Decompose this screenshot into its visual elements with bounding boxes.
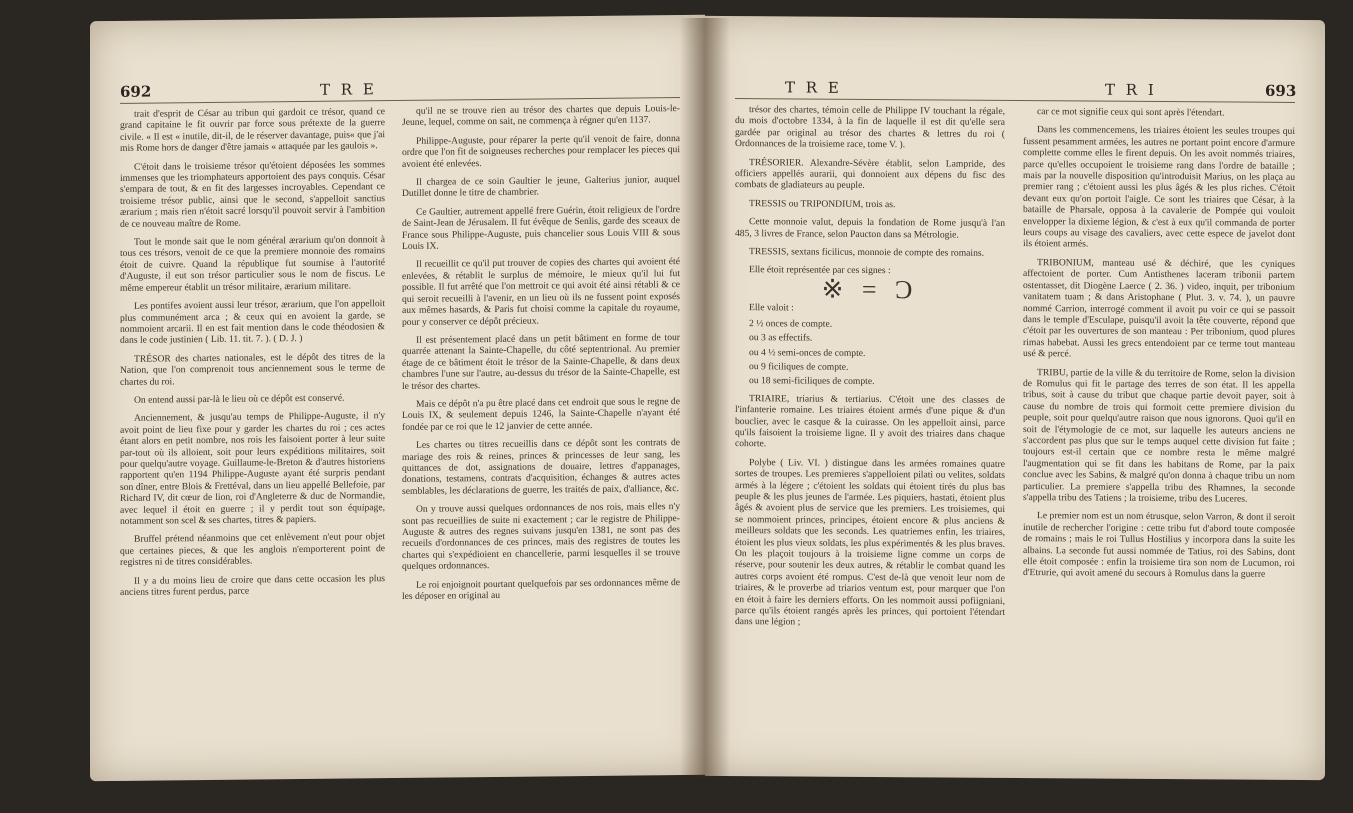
paragraph: C'étoit dans le troisieme trésor qu'étoient déposées les sommes immenses que les triomphateurs apportoient des pays conquis. César s'empara de tout, & en fit des largesses incroyables. Cependant ce troisieme trésor public, ainsi que le second, s'appelloit sanctius ærarium ; mais rien n'étoit sacré lorsqu'il pouvoit servir à l'ambition de ce nouveau maître de Rome. bbox=[120, 158, 385, 230]
header-rule-left bbox=[120, 97, 680, 104]
paragraph: Il y a du moins lieu de croire que dans cette occasion les plus anciens titres furent perdus, parce bbox=[120, 572, 385, 598]
tressis-symbol: ※ = Ɔ bbox=[821, 274, 919, 305]
valoit-line: ou 9 ficiliques de compte. bbox=[749, 361, 849, 373]
paragraph: On y trouve aussi quelques ordonnances de nos rois, mais elles n'y sont pas recueillies de suite ni exactement ; car le registre de Philippe-Auguste & autres des regnes suivans jusqu'en 1381, ne sont pas des recueils d'ordonnances de ces princes, mais des registres de toutes les chartes qui s'expédioient en chancellerie, parmi lesquelles il se trouve quelques ordonnances. bbox=[402, 501, 680, 573]
paragraph: Philippe-Auguste, pour réparer la perte qu'il venoit de faire, donna ordre que l'on fit de soigneuses recherches pour remplacer les pieces qui avoient été enlevées. bbox=[402, 132, 680, 170]
paragraph: Anciennement, & jusqu'au temps de Philippe-Auguste, il n'y avoit point de lieu fixe pour y garder les chartes du roi ; ces actes étant alors en petit nombre, nos rois les faisoient porter à leur suite par-tout où ils alloient, soit pour leurs expéditions militaires, soit pour quelqu'autre voyage. Guillaume-le-Breton & d'autres historiens rapportent qu'en 1194 Philippe-Auguste ayant été surpris pendant son dîner, entre Blois & Frettéval, dans un lieu appellé Bellefoie, par Richard IV, dit cœur de lion, roi d'Angleterre & duc de Normandie, avec lequel il étoit en guerre ; il y perdit tout son équipage, notamment son scel & ses chartes, titres & papiers. bbox=[120, 410, 385, 527]
paragraph: Il est présentement placé dans un petit bâtiment en forme de tour quarrée attenant la Sainte-Chapelle, du côté septentrional. Au premier étage de ce bâtiment étoit le trésor de la Sainte-Chapelle, & dans deux chambres l'une sur l'autre, au-dessus du trésor de la Sainte-Chapelle, est le trésor des chartes. bbox=[402, 331, 680, 392]
paragraph: Dans les commencemens, les triaires étoient les seules troupes qui fussent pesamment armées, les autres ne portant point encore d'armure complette comme elles le firent depuis. On les avoit nommés triaires, parce qu'elles occupoient le troisieme rang dans l'ordre de bataille ; mais par la nouvelle disposition qu'introduisit Marius, on les plaça au premier rang ; c'étoient aussi les plus âgés & les plus riches. C'étoit devant eux qu'on portoit l'aigle. Ce sont les triaires que César, à la bataille de Pharsale, opposa à la cavalerie de Pompée qui vouloit envelopper la dixieme légion, & c'est à eux qu'il commanda de porter leurs coups au visage des cavaliers, avec cette espece de javelot dont ils étoient armés. bbox=[1023, 124, 1295, 250]
book-gutter bbox=[680, 18, 730, 778]
paragraph: Elle étoit représentée par ces signes : bbox=[749, 264, 891, 277]
right-column-1 bbox=[735, 104, 1005, 637]
page-number-left: 692 bbox=[120, 82, 152, 101]
paragraph: TRESSIS, sextans ficilicus, monnoie de compte des romains. bbox=[749, 246, 985, 259]
valoit-intro: Elle valoit : bbox=[749, 302, 794, 314]
paragraph: qu'il ne se trouve rien au trésor des chartes que depuis Louis-le-Jeune, lequel, comme on sait, ne commença à régner qu'en 1137. bbox=[402, 103, 680, 129]
valoit-line: ou 4 ½ semi-onces de compte. bbox=[749, 346, 866, 359]
paragraph: Les chartes ou titres recueillis dans ce dépôt sont les contrats de mariage des rois & reines, princes & princesses de leur sang, les quittances de dot, assignations de douaire, lettres d'appanages, donations, testamens, contrats d'acquisition, échanges & autres actes semblables, les déclarations de guerre, les traités de paix, d'alliance, &c. bbox=[402, 437, 680, 497]
paragraph: car ce mot signifie ceux qui sont après l'étendart. bbox=[1037, 106, 1225, 119]
valoit-line: 2 ½ onces de compte. bbox=[749, 317, 833, 330]
right-page bbox=[705, 16, 1325, 780]
left-page bbox=[90, 15, 705, 781]
paragraph: Cette monnoie valut, depuis la fondation de Rome jusqu'à l'an 485, 3 livres de France, selon Paucton dans sa Métrologie. bbox=[735, 216, 1005, 241]
running-header-left: T R E bbox=[320, 80, 377, 99]
page-number-right: 693 bbox=[1265, 81, 1297, 100]
paragraph: TRÉSOR des chartes nationales, est le dépôt des titres de la Nation, que l'on comprenoit tous anciennement sous le terme de chartes du roi. bbox=[120, 350, 385, 388]
running-header-right: T R I bbox=[1105, 80, 1157, 99]
header-rule-right bbox=[735, 98, 1295, 103]
paragraph: Ce Gaultier, autrement appellé frere Guérin, étoit religieux de l'ordre de Saint-Jean de Jérusalem. Il fut évêque de Senlis, garde des sceaux de France sous Philippe-Auguste, puis chancelier sous Louis VIII & sous Louis IX. bbox=[402, 203, 680, 253]
paragraph: TRIBONIUM, manteau usé & déchiré, que les cyniques affectoient de porter. Cum Antisthenes laceram tribonii partem ostentasset, dit Diogène Laerce ( 2. 36. ) video, inquit, per tribonium vanitatem tuam ; & dans Aristophane ( Plut. 3. v. 74. ), un pauvre nommé Carrion, interrogé comment il avoit pu voir ce qui se passoit dans le temple d'Esculape, puisqu'il avoit la tête couverte, répond que c'étoit par les ouvertures de son manteau : Per tribonium, quod plures rimas habebat. Aussi les grecs entendoient par ce terme tout manteau usé & percé. bbox=[1023, 257, 1295, 360]
valoit-line: ou 3 as effectifs. bbox=[749, 332, 813, 344]
running-header-right-left: T R E bbox=[785, 78, 842, 97]
paragraph: Mais ce dépôt n'a pu être placé dans cet endroit que sous le regne de Louis IX, & seulement depuis 1246, la Sainte-Chapelle n'ayant été fondée par ce roi que le 12 janvier de cette année. bbox=[402, 395, 680, 433]
paragraph: Bruffel prétend néanmoins que cet enlèvement n'eut pour objet que certaines pieces, & que les anglois n'emporterent point de registres ni de titres considérables. bbox=[120, 531, 385, 569]
paragraph: TRIAIRE, triarius & tertiarius. C'étoit une des classes de l'infanterie romaine. Les triaires étoient armés d'une pique & d'un bouclier, avec le casque & la cuirasse. On les appelloit ainsi, parce qu'ils faisoient la troisieme ligne. Il y avoit des triaires dans chaque cohorte. bbox=[735, 392, 1005, 450]
paragraph: Tout le monde sait que le nom général ærarium qu'on donnoit à tous ces trésors, venoit de ce que la premiere monnoie des romains étoit de cuivre. Quand la république fut soumise à l'autorité d'Auguste, il eut son trésor particulier sous le nom de fiscus. Le même empereur établit un trésor militaire, ærarium militare. bbox=[120, 234, 385, 294]
paragraph: Le premier nom est un nom étrusque, selon Varron, & dont il seroit inutile de rechercher l'origine : cette tribu fut d'abord toute composée de romains ; mais le roi Tullus Hostilius y incorpora dans la suite les albains. La seconde fut aussi nommée de Tatius, roi des Sabins, dont elle étoit composée : enfin la troisieme tira son nom de Lucumon, roi d'Etrurie, qui avoit amené du secours à Romulus dans la guerre bbox=[1023, 510, 1295, 581]
paragraph: TRIBU, partie de la ville & du territoire de Rome, selon la division de Romulus qui fit le partage des terres de son état. Il les appella tribus, soit à cause du tribut que chaque partie devoit payer, soit à cause du nombre de trois qui formoit cette premiere division du peuple, soit pour quelqu'autre raison que nous ignorons. Quoi qu'il en soit de l'étymologie de ce mot, sur laquelle les auteurs anciens ne s'accordent pas plus que sur le temps auquel cette division fut faite ; toujours est-il certain que ce nombre resta le même malgré l'augmentation qui se fit dans les habitans de Rome, par la paix conclue avec les Sabins, & malgré qu'on donna à chaque tribu un nom particulier. La premiere s'appella tribu des Rhamnes, la seconde s'appella tribu des Tatiens ; la troisieme, tribu des Luceres. bbox=[1023, 366, 1295, 505]
paragraph: Il chargea de ce soin Gaultier le jeune, Galterius junior, auquel Dutillet donne le titre de chambrier. bbox=[402, 174, 680, 200]
paragraph: Il recueillit ce qu'il put trouver de copies des chartes qui avoient été enlevées, & rétablit le surplus de mémoire, le mieux qu'il lui fut possible. Il fut arrêté que l'on mettroit ce qui avoit été ainsi rétabli & ce qui seroit recueilli à l'avenir, en un lieu où ils ne fussent point exposés aux mêmes hasards, & Paris fut choisi comme la capitale du royaume, pour y conserver ce dépôt précieux. bbox=[402, 256, 680, 328]
left-column-2 bbox=[402, 103, 680, 609]
paragraph: TRESSIS ou TRIPONDIUM, trois as. bbox=[749, 197, 896, 211]
paragraph: Les pontifes avoient aussi leur trésor, ærarium, que l'on appelloit plus communément arca ; & ceux qui en avoient la garde, se nommoient arcarii. Il en est fait mention dans le code théodosien & dans le code justinien ( Lib. 11. tit. 7. ). ( D. J. ) bbox=[120, 298, 385, 347]
right-column-2 bbox=[1023, 106, 1295, 588]
paragraph: Le roi enjoignoit pourtant quelquefois par ses ordonnances même de les déposer en original au bbox=[402, 576, 680, 602]
left-column-1 bbox=[120, 106, 385, 605]
paragraph: TRÉSORIER. Alexandre-Sévère établit, selon Lampride, des officiers appellés aurarii, qui donnoient aux dépens du fisc des combats de gladiateurs au peuple. bbox=[735, 156, 1005, 192]
valoit-line: ou 18 semi-ficiliques de compte. bbox=[749, 375, 875, 388]
paragraph: trésor des chartes, témoin celle de Philippe IV touchant la régale, du mois d'octobre 1334, à la fin de laquelle il est dit qu'elle sera gardée par original au trésor des chartes & lettres du roi ( Ordonnances de la troisieme race, tome V. ). bbox=[735, 104, 1005, 151]
paragraph: On entend aussi par-là le lieu où ce dépôt est conservé. bbox=[134, 392, 345, 406]
paragraph: Polybe ( Liv. VI. ) distingue dans les armées romaines quatre sortes de troupes. Les premieres s'appelloient pilati ou velites, soldats armés à la légere ; c'étoient les soldats qui étoient tirés du plus bas peuple & les plus jeunes de l'armée. Les piquiers, hastati, étoient plus âgés & avoient plus de service que les premiers. Les troisiemes, qui se nommoient princes, principes, étoient encore & plus anciens & meilleurs soldats que les seconds. Les quatriemes enfin, les triaires, étoient les plus vieux soldats, les plus expérimentés & les plus braves. On les plaçoit toujours à la troisieme ligne comme un corps de réserve, pour soutenir les deux autres, & rétablir le combat quand les autres corps avoient été rompus. C'est de-là que venoit leur nom de triaires, & le proverbe ad triarios ventum est, pour marquer que l'on en étoit à faire les derniers efforts. On les nommoit aussi pofiigniani, parce qu'ils étoient rangés après les princes, qui portoient l'étendart dans une légion ; bbox=[735, 456, 1005, 628]
paragraph: trait d'esprit de César au tribun qui gardoit ce trésor, quand ce grand capitaine le fit ouvrir par force sous prétexte de la guerre civile. « Il est « inutile, dit-il, de le réserver davantage, puis« que j'ai mis Rome hors de danger d'être jamais « attaquée par les gaulois ». bbox=[120, 106, 385, 155]
open-book bbox=[30, 18, 1330, 808]
